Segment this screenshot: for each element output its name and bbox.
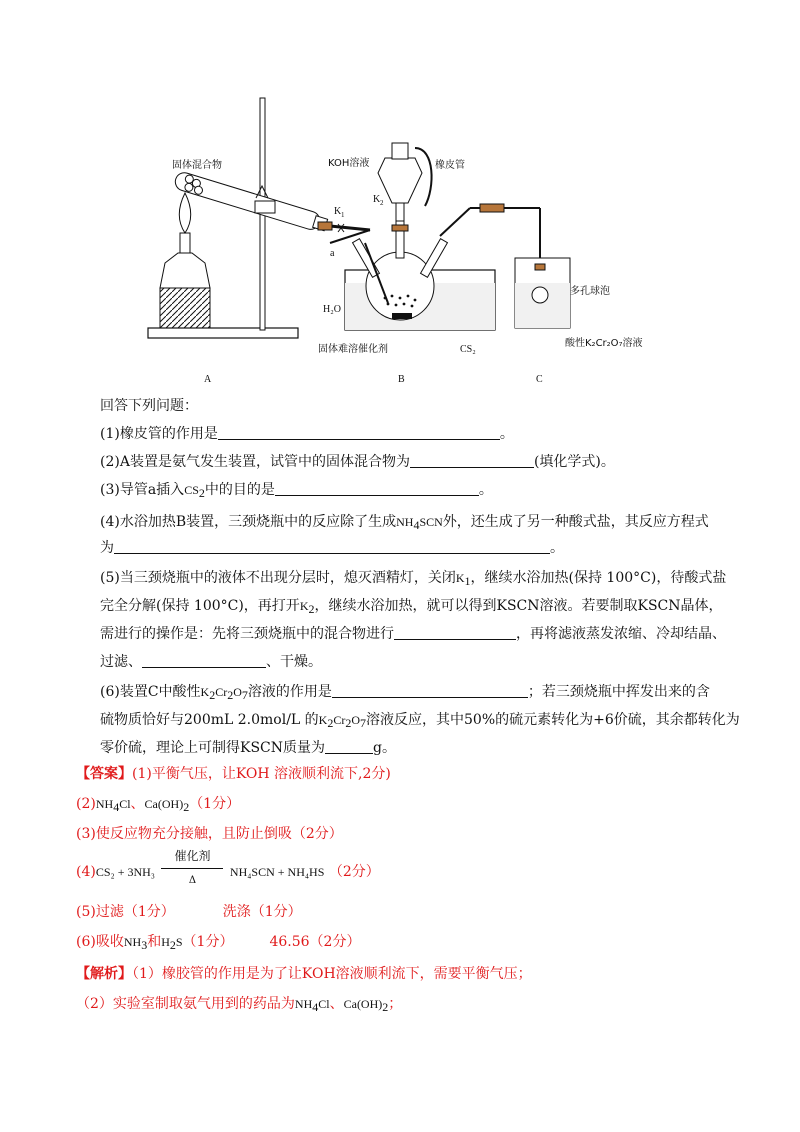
question-4-line-2: 为 。: [100, 540, 564, 556]
answer-4: (4)CS₂ + 3NH₃ 催化剂 Δ NH₄SCN + NH₄HS （2分）: [76, 849, 380, 886]
question-3: (3)导管a插入$CS_2$中的目的是 。: [100, 482, 493, 500]
intro: 回答下列问题：: [100, 398, 198, 414]
label-a: a: [330, 248, 335, 259]
three-neck-flask: [366, 252, 434, 320]
answer-6: (6)吸收$NH_3$和$H_2S(1$分） 46.56（2分）: [76, 934, 361, 952]
question-4-line-1: (4)水浴加热B装置，三颈烧瓶中的反应除了生成$NH_4SCN$外，还生成了另一种酸式盐，其反应方程式: [100, 514, 709, 532]
apparatus-diagram: [130, 88, 690, 388]
label-h2o: H₂O: [323, 304, 341, 315]
label-B: B: [398, 374, 405, 385]
question-6-line-3: 零价硫，理论上可制得KSCN质量为 g。: [100, 740, 396, 756]
label-k1: K: [334, 206, 342, 217]
porous-bulb: [532, 287, 548, 303]
answer-blank-4[interactable]: [114, 539, 550, 554]
separatory-funnel: [378, 158, 422, 203]
label-A: A: [204, 374, 212, 385]
answer-blank-6a[interactable]: [332, 683, 528, 698]
label-rubber-tube: 橡皮管: [435, 160, 465, 171]
label-solid-mix: 固体混合物: [172, 160, 222, 171]
label-porous-bulb: 多孔球泡: [570, 286, 610, 297]
answer-blank-5a[interactable]: [394, 625, 516, 640]
answer-blank-5b[interactable]: [142, 653, 266, 668]
svg-text:2: 2: [380, 199, 384, 207]
question-1: (1)橡皮管的作用是 。: [100, 426, 514, 442]
question-5-line-1: (5)当三颈烧瓶中的液体不出现分层时，熄灭酒精灯，关闭$K_1$，继续水浴加热(保持 100°C)，待酸式盐: [100, 570, 727, 588]
answer-blank-2[interactable]: [410, 453, 534, 468]
question-6-line-2: 硫物质恰好与200mL 2.0mol/L 的$K_2Cr_2O_7$溶液反应，其中50%的硫元素转化为+6价硫，其余都转化为: [100, 712, 740, 730]
explanation-1: 【解析】（1）橡胶管的作用是为了让KOH溶液顺利流下，需要平衡气压；: [76, 966, 532, 982]
question-5-line-2: 完全分解(保持 100°C)，再打开$K_2$，继续水浴加热，就可以得到KSCN溶液。若要制取KSCN晶体，: [100, 598, 723, 616]
answer-1: 【答案】(1)平衡气压，让KOH 溶液顺利流下,2分): [76, 766, 391, 782]
label-catalyst: 固体难溶催化剂: [318, 344, 388, 355]
answer-blank-3[interactable]: [275, 481, 479, 496]
answer-blank-6b[interactable]: [325, 739, 373, 754]
answer-5: (5)过滤（1分） 洗涤（1分）: [76, 904, 302, 920]
label-C: C: [536, 374, 543, 385]
explanation-2: （2）实验室制取氨气用到的药品为$NH_4Cl$、$Ca(OH)_2$；: [76, 996, 403, 1014]
answer-2: $(2)NH_4Cl$、$Ca(OH)_2(1$分）: [76, 796, 241, 814]
answer-blank-1[interactable]: [218, 425, 500, 440]
label-k2: K: [373, 194, 381, 205]
burner-block: [160, 288, 210, 328]
question-5-line-3: 需进行的操作是：先将三颈烧瓶中的混合物进行 ，再将滤液蒸发浓缩、冷却结晶、: [100, 626, 726, 642]
question-5-line-4: 过滤、 、干燥。: [100, 654, 322, 670]
stand-base: [148, 328, 298, 338]
label-koh: KOH溶液: [328, 158, 370, 169]
answer-3: (3)使反应物充分接触，且防止倒吸（2分）: [76, 826, 343, 842]
question-2: (2)A装置是氨气发生装置，试管中的固体混合物为 (填化学式)。: [100, 454, 615, 470]
label-acid-solution: 酸性K₂Cr₂O₇溶液: [565, 338, 643, 349]
question-6-line-1: (6)装置C中酸性$K_2Cr_2O_7$溶液的作用是 ；若三颈烧瓶中挥发出来的含: [100, 684, 710, 702]
apparatus-figure: [130, 88, 690, 388]
flame: [179, 193, 191, 233]
label-cs2: CS₂: [460, 344, 476, 355]
alcohol-lamp: [160, 253, 210, 288]
svg-text:1: 1: [341, 211, 345, 219]
